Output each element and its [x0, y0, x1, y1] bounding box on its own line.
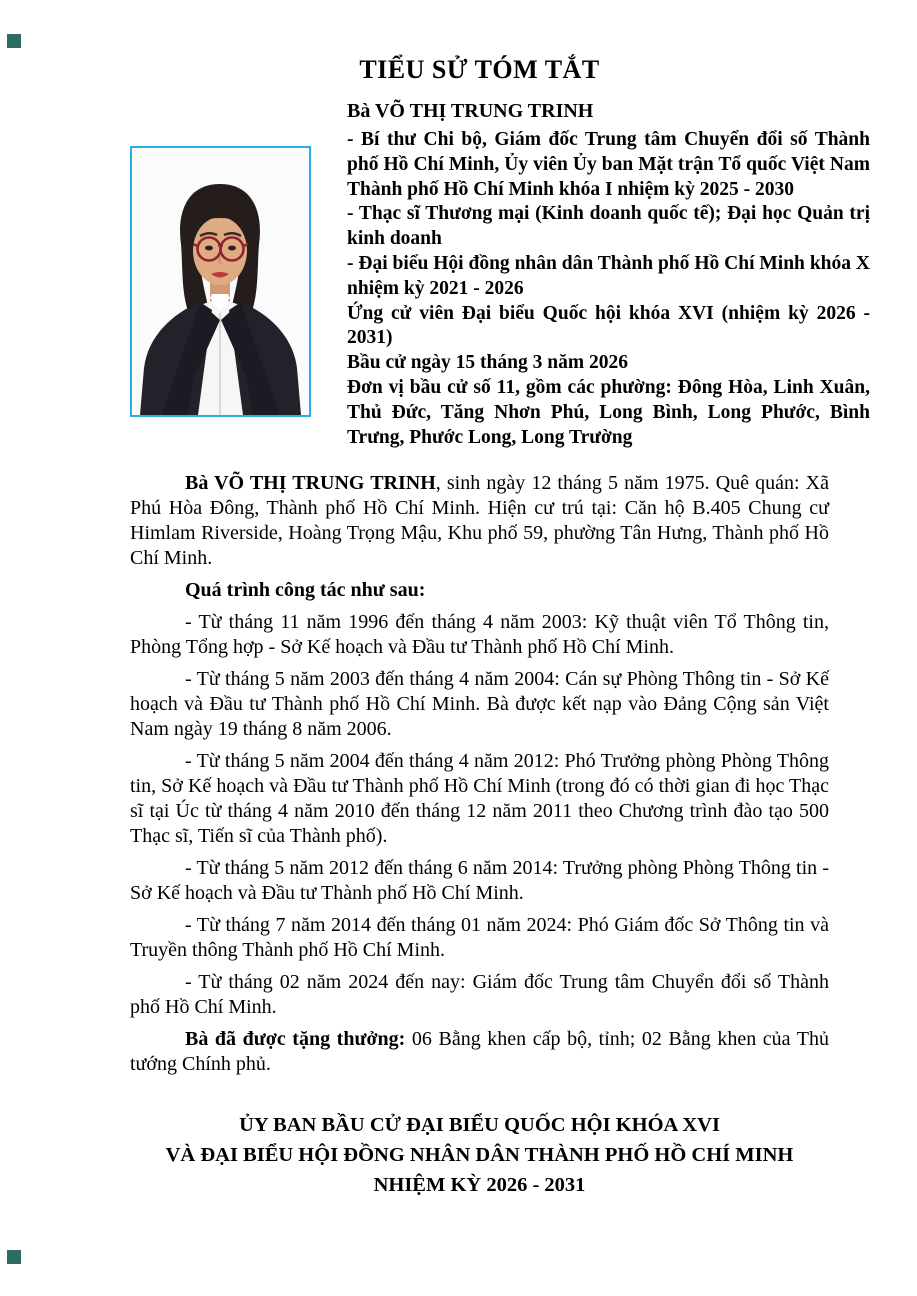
portrait-photo [130, 146, 311, 417]
awards-paragraph [130, 1027, 829, 1077]
corner-marker-bottom-left [7, 1250, 21, 1264]
career-item: - Từ tháng 5 năm 2003 đến tháng 4 năm 2004: Cán sự Phòng Thông tin - Sở Kế hoạch và Đầu tư Thành phố Hồ Chí Minh. Bà được kết nạp vào Đảng Cộng sản Việt Nam ngày 19 tháng 8 năm 2006. [130, 668, 829, 741]
career-item: - Từ tháng 5 năm 2004 đến tháng 4 năm 2012: Phó Trưởng phòng Phòng Thông tin, Sở Kế hoạch và Đầu tư Thành phố Hồ Chí Minh (trong đó có thời gian đi học Thạc sĩ tại Úc từ tháng 4 năm 2010 đến tháng 12 năm 2011 theo Chương trình đào tạo 500 Thạc sĩ, Tiến sĩ của Thành phố). [130, 750, 829, 848]
career-heading: Quá trình công tác như sau: [185, 579, 426, 602]
committee-line: ỦY BAN BẦU CỬ ĐẠI BIỂU QUỐC HỘI KHÓA XVI [239, 1114, 720, 1137]
page-content [130, 0, 870, 1200]
portrait-photo-image [132, 148, 309, 415]
career-item: - Từ tháng 5 năm 2012 đến tháng 6 năm 2014: Trưởng phòng Phòng Thông tin - Sở Kế hoạch và Đầu tư Thành phố Hồ Chí Minh. [130, 857, 829, 905]
intro-text: , sinh ngày 12 tháng 5 năm 1975. Quê quán: Xã Phú Hòa Đông, Thành phố Hồ Chí Minh. Hiện cư trú tại: Căn hộ B.405 Chung cư Himlam Riverside, Hoàng Trọng Mậu, Khu phố 59, phường Tân Hưng, Thành phố Hồ Chí Minh. [130, 472, 829, 570]
summary-item: Đơn vị bầu cử số 11, gồm các phường: Đông Hòa, Linh Xuân, Thủ Đức, Tăng Nhơn Phú, Long Bình, Long Phước, Bình Trưng, Phước Long, Long Trường [347, 376, 870, 448]
page-title: TIỂU SỬ TÓM TẮT [359, 55, 600, 84]
corner-marker-top-left [7, 34, 21, 48]
issuing-committee [130, 1110, 829, 1200]
candidate-name: Bà VÕ THỊ TRUNG TRINH [347, 100, 594, 122]
committee-line: NHIỆM KỲ 2026 - 2031 [373, 1174, 586, 1197]
career-item: - Từ tháng 11 năm 1996 đến tháng 4 năm 2003: Kỹ thuật viên Tổ Thông tin, Phòng Tổng hợp - Sở Kế hoạch và Đầu tư Thành phố Hồ Chí Minh. [130, 611, 829, 659]
awards-lead-bold: Bà đã được tặng thưởng: [185, 1028, 406, 1051]
career-item: - Từ tháng 02 năm 2024 đến nay: Giám đốc Trung tâm Chuyển đổi số Thành phố Hồ Chí Minh. [130, 971, 829, 1019]
summary-item: - Thạc sĩ Thương mại (Kinh doanh quốc tế); Đại học Quản trị kinh doanh [347, 203, 870, 250]
summary-item: Bầu cử ngày 15 tháng 3 năm 2026 [347, 352, 628, 374]
intro-name-bold: Bà VÕ THỊ TRUNG TRINH [185, 472, 436, 495]
awards-text: 06 Bằng khen cấp bộ, tỉnh; 02 Bằng khen của Thủ tướng Chính phủ. [130, 1028, 829, 1076]
intro-paragraph [130, 471, 829, 571]
summary-item: - Đại biểu Hội đồng nhân dân Thành phố Hồ Chí Minh khóa X nhiệm kỳ 2021 - 2026 [347, 252, 870, 299]
career-item: - Từ tháng 7 năm 2014 đến tháng 01 năm 2024: Phó Giám đốc Sở Thông tin và Truyền thông Thành phố Hồ Chí Minh. [130, 914, 829, 962]
profile-summary [347, 97, 870, 450]
summary-item: - Bí thư Chi bộ, Giám đốc Trung tâm Chuyển đổi số Thành phố Hồ Chí Minh, Ủy viên Ủy ban Mặt trận Tổ quốc Việt Nam Thành phố Hồ Chí Minh khóa I nhiệm kỳ 2025 - 2030 [347, 129, 870, 200]
summary-item: Ứng cử viên Đại biểu Quốc hội khóa XVI (nhiệm kỳ 2026 - 2031) [347, 302, 870, 349]
committee-line: VÀ ĐẠI BIỂU HỘI ĐỒNG NHÂN DÂN THÀNH PHỐ HỒ CHÍ MINH [165, 1144, 794, 1167]
biography-body [130, 471, 829, 1077]
summary-list [347, 128, 870, 450]
profile-header [130, 97, 870, 450]
